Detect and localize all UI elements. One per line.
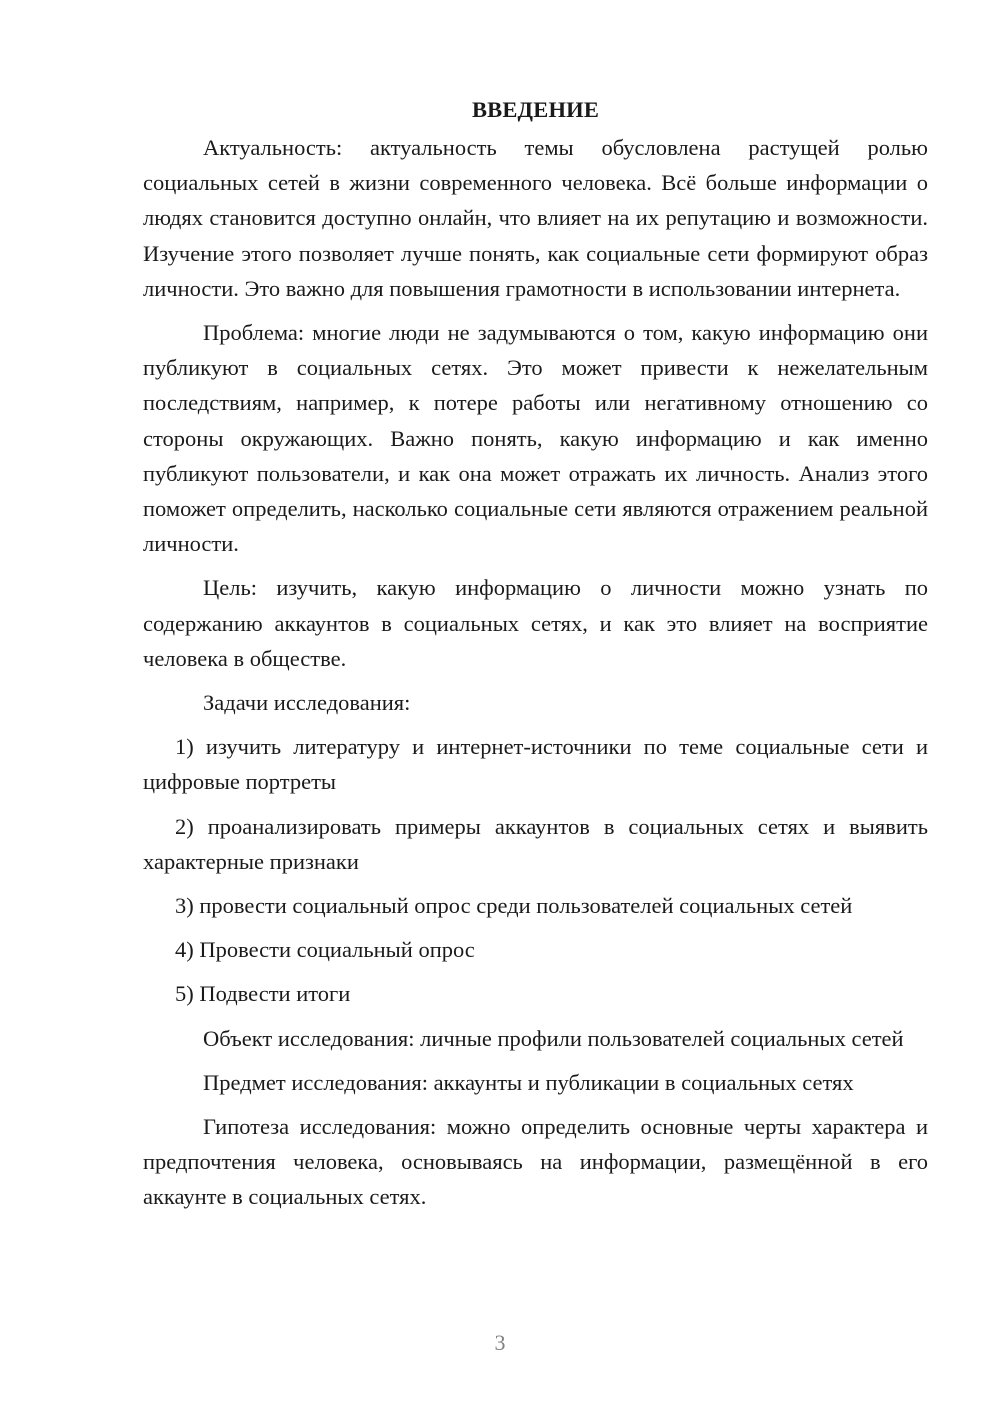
task-item-2: 2) проанализировать примеры аккаунтов в социальных сетях и выявить характерные признаки <box>143 813 928 874</box>
goal-paragraph: Цель: изучить, какую информацию о личности можно узнать по содержанию аккаунтов в социальных сетях, и как это влияет на восприятие человека в обществе. <box>143 575 928 671</box>
task-item-5: 5) Подвести итоги <box>175 981 351 1007</box>
page-number: 3 <box>494 1330 506 1355</box>
document-page <box>143 92 928 1224</box>
hypothesis-paragraph: Гипотеза исследования: можно определить основные черты характера и предпочтения человека, основываясь на информации, размещённой в его аккаунте в социальных сетях. <box>143 1114 928 1210</box>
tasks-heading: Задачи исследования: <box>203 690 411 716</box>
task-item-4: 4) Провести социальный опрос <box>175 937 475 963</box>
task-item-3: 3) провести социальный опрос среди пользователей социальных сетей <box>175 893 853 919</box>
problem-paragraph: Проблема: многие люди не задумываются о том, какую информацию они публикуют в социальных сетях. Это может привести к нежелательным последствиям, например, к потере работы или негативному отношению со стороны окружающих. Важно понять, какую информацию и как именно публикуют пользователи, и как она может отражать их личность. Анализ этого поможет определить, насколько социальные сети являются отражением реальной личности. <box>143 320 928 557</box>
research-object-paragraph: Объект исследования: личные профили пользователей социальных сетей <box>203 1025 904 1051</box>
research-subject-paragraph: Предмет исследования: аккаунты и публикации в социальных сетях <box>203 1069 854 1095</box>
page-title: ВВЕДЕНИЕ <box>471 97 600 122</box>
relevance-paragraph: Актуальность: актуальность темы обусловлена растущей ролью социальных сетей в жизни современного человека. Всё больше информации о людях становится доступно онлайн, что влияет на их репутацию и возможности. Изучение этого позволяет лучше понять, как социальные сети формируют образ личности. Это важно для повышения грамотности в использовании интернета. <box>143 135 928 301</box>
task-item-1: 1) изучить литературу и интернет-источники по теме социальные сети и цифровые портреты <box>143 734 928 795</box>
